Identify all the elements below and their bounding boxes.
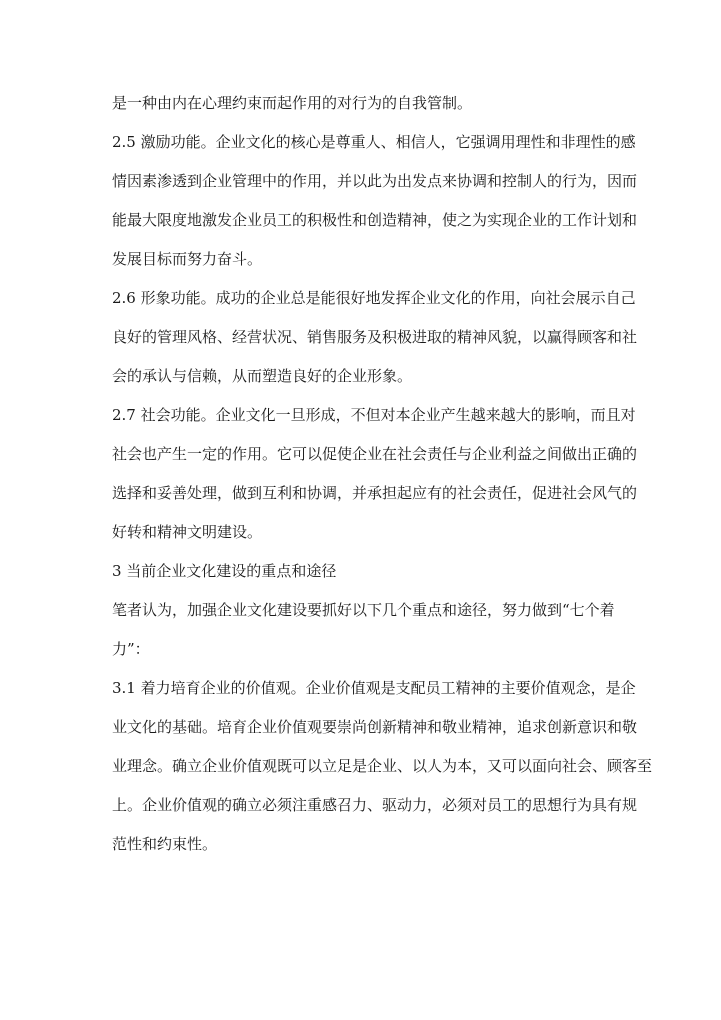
text-line: 范性和约束性。	[112, 835, 218, 853]
text-line: 良好的管理风格、经营状况、销售服务及积极进取的精神风貌，以赢得顾客和社	[112, 328, 638, 346]
text-line: 笔者认为，加强企业文化建设要抓好以下几个重点和途径，努力做到“七个着	[112, 601, 615, 619]
text-line: 3.1 着力培育企业的价值观。企业价值观是支配员工精神的主要价值观念，是企	[112, 679, 636, 697]
text-line: 能最大限度地激发企业员工的积极性和创造精神，使之为实现企业的工作计划和	[112, 211, 638, 229]
document-page	[112, 84, 653, 864]
text-line: 上。企业价值观的确立必须注重感召力、驱动力，必须对员工的思想行为具有规	[112, 796, 638, 814]
text-line: 业文化的基础。培育企业价值观要崇尚创新精神和敬业精神，追求创新意识和敬	[112, 718, 638, 736]
text-line: 社会也产生一定的作用。它可以促使企业在社会责任与企业利益之间做出正确的	[112, 445, 638, 463]
text-line: 是一种由内在心理约束而起作用的对行为的自我管制。	[112, 94, 473, 112]
text-line: 2.7 社会功能。企业文化一旦形成，不但对本企业产生越来越大的影响，而且对	[112, 406, 636, 424]
text-line: 好转和精神文明建设。	[112, 523, 263, 541]
text-line: 业理念。确立企业价值观既可以立足是企业、以人为本，又可以面向社会、顾客至	[112, 757, 653, 775]
text-line: 会的承认与信赖，从而塑造良好的企业形象。	[112, 367, 413, 385]
text-line: 力”：	[112, 640, 150, 658]
text-line: 发展目标而努力奋斗。	[112, 250, 263, 268]
text-line: 2.6 形象功能。成功的企业总是能很好地发挥企业文化的作用，向社会展示自己	[112, 289, 636, 307]
text-line: 情因素渗透到企业管理中的作用，并以此为出发点来协调和控制人的行为，因而	[112, 172, 638, 190]
section-heading: 3 当前企业文化建设的重点和途径	[112, 562, 337, 580]
text-line: 2.5 激励功能。企业文化的核心是尊重人、相信人，它强调用理性和非理性的感	[112, 133, 636, 151]
text-line: 选择和妥善处理，做到互利和协调，并承担起应有的社会责任，促进社会风气的	[112, 484, 638, 502]
